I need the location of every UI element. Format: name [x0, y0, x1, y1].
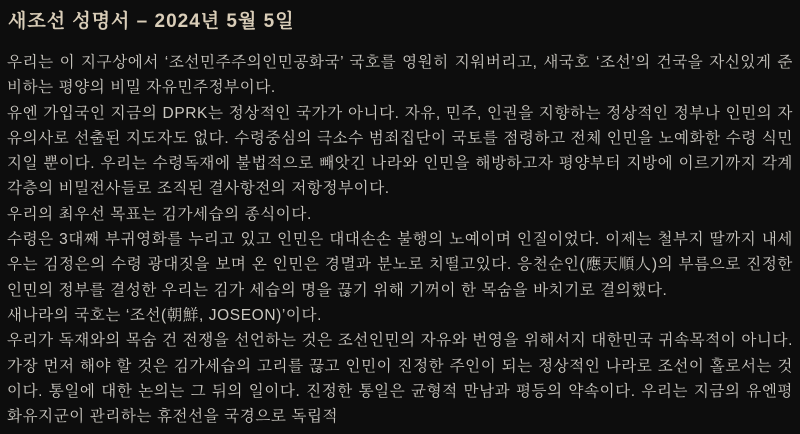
statement-body: [7, 50, 793, 429]
statement-paragraph: 우리의 최우선 목표는 김가세습의 종식이다.: [7, 205, 312, 223]
page-title: 새조선 성명서 – 2024년 5월 5일: [8, 11, 295, 32]
statement-paragraph: 수령은 3대째 부귀영화를 누리고 있고 인민은 대대손손 불행의 노예이며 인질이었다. 이제는 철부지 딸까지 내세우는 김정은의 수령 광대짓을 보며 온 인민은 경멸과 분노로 치떨고있다. 응천순인(應天順人)의 부름으로 진정한 인민의 정부를 결성한 우리는 김가 세습의 명을 끊기 위해 기꺼이 한 목숨을 바치기로 결의했다.: [7, 231, 793, 299]
statement-paragraph: 우리는 이 지구상에서 ‘조선민주주의인민공화국’ 국호를 영원히 지워버리고, 새국호 ‘조선’의 건국을 자신있게 준비하는 평양의 비밀 자유민주정부이다.: [7, 54, 793, 97]
statement-paragraph: 유엔 가입국인 지금의 DPRK는 정상적인 국가가 아니다. 자유, 민주, 인권을 지향하는 정상적인 정부나 인민의 자유의사로 선출된 지도자도 없다. 수령중심의 극소수 범죄집단이 국토를 점령하고 전체 인민을 노예화한 수령 식민지일 뿐이다. 우리는 수령독재에 불법적으로 빼앗긴 나라와 인민을 해방하고자 평양부터 지방에 이르기까지 각계각층의 비밀전사들로 조직된 결사항전의 저항정부이다.: [7, 104, 793, 198]
statement-paragraph: 새나라의 국호는 ‘조선(朝鮮, JOSEON)’이다.: [7, 306, 322, 324]
statement-paragraph: 우리가 독재와의 목숨 건 전쟁을 선언하는 것은 조선인민의 자유와 번영을 위해서지 대한민국 귀속목적이 아니다. 가장 먼저 해야 할 것은 김가세습의 고리를 끊고 인민이 진정한 주인이 되는 정상적인 나라로 조선이 홀로서는 것이다. 통일에 대한 논의는 그 뒤의 일이다. 진정한 통일은 균형적 만남과 평등의 약속이다. 우리는 지금의 유엔평화유지군이 관리하는 휴전선을 국경으로 독립적: [7, 332, 793, 426]
